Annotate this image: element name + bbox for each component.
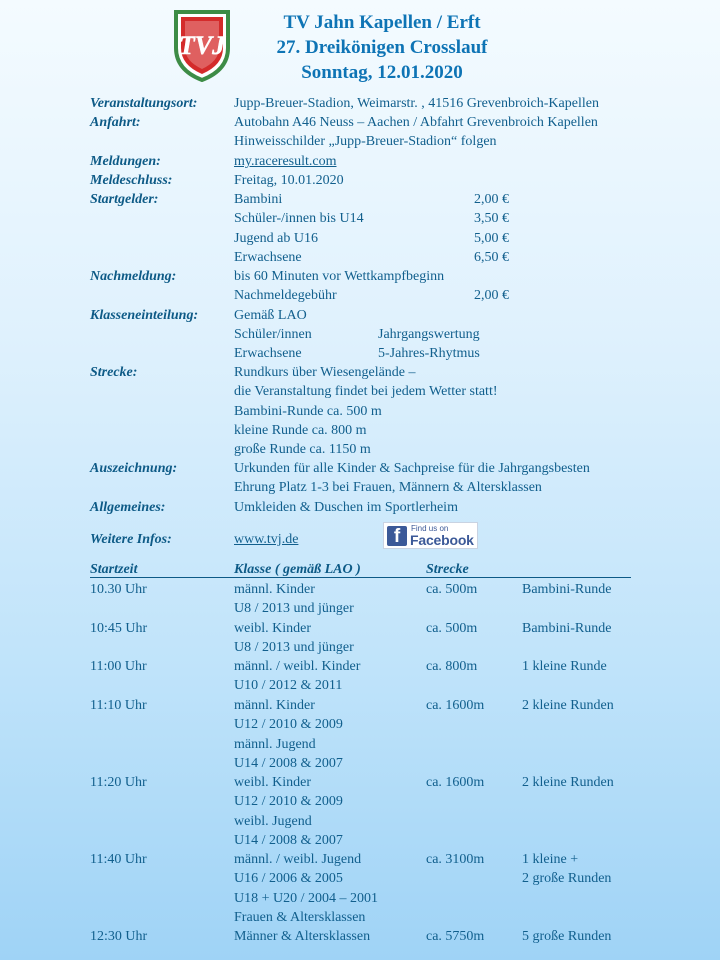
row-time: 11:40 Uhr xyxy=(90,852,147,867)
classes-row-mode: 5-Jahres-Rhytmus xyxy=(378,346,480,361)
row-class-line: U18 + U20 / 2004 – 2001 xyxy=(234,890,379,906)
row-class-line: weibl. Jugend xyxy=(234,813,312,829)
row-class-line: weibl. Kinder xyxy=(234,621,311,636)
row-time: 11:00 Uhr xyxy=(90,659,147,674)
row-distance: ca. 1600m xyxy=(426,698,485,713)
classes-row-name: Schüler/innen xyxy=(234,327,312,342)
row-class-line: männl. / weibl. Jugend xyxy=(234,852,362,867)
general-value: Umkleiden & Duschen im Sportlerheim xyxy=(234,500,458,515)
row-distance: ca. 500m xyxy=(426,621,478,636)
row-route: 2 kleine Runden xyxy=(522,775,614,790)
row-class xyxy=(234,696,343,773)
row-route: Bambini-Runde xyxy=(522,582,612,597)
row-route: 2 kleine Runden xyxy=(522,698,614,713)
more-info-label: Weitere Infos: xyxy=(90,532,172,547)
row-distance: ca. 800m xyxy=(426,659,478,674)
row-class-line: U12 / 2010 & 2009 xyxy=(234,794,343,810)
event-header xyxy=(232,10,532,85)
row-route: 1 kleine Runde xyxy=(522,659,607,674)
row-class xyxy=(234,580,354,619)
row-class-line: U8 / 2013 und jünger xyxy=(234,601,354,617)
fee-name: Erwachsene xyxy=(234,250,302,265)
row-class xyxy=(234,850,378,927)
row-time: 10:45 Uhr xyxy=(90,621,148,636)
registration-label: Meldungen: xyxy=(90,154,161,169)
row-route xyxy=(522,850,611,889)
row-class-line: U12 / 2010 & 2009 xyxy=(234,717,343,733)
row-route-line: 2 große Runden xyxy=(522,871,612,887)
classes-row-mode: Jahrgangswertung xyxy=(378,327,480,342)
row-class-line: U10 / 2012 & 2011 xyxy=(234,678,343,694)
registration-link[interactable]: my.raceresult.com xyxy=(234,154,337,169)
facebook-caption: Find us on xyxy=(411,524,449,533)
late-fee-price: 2,00 € xyxy=(474,288,509,303)
facebook-icon: f xyxy=(387,526,407,546)
row-distance: ca. 1600m xyxy=(426,775,485,790)
fee-name: Jugend ab U16 xyxy=(234,231,318,246)
schedule-header-rule xyxy=(90,577,631,578)
row-class xyxy=(234,657,360,696)
course-line: kleine Runde ca. 800 m xyxy=(234,423,367,438)
schedule-header-time: Startzeit xyxy=(90,562,138,577)
row-class-line: männl. / weibl. Kinder xyxy=(234,659,361,674)
fee-price: 6,50 € xyxy=(474,250,509,265)
row-time: 12:30 Uhr xyxy=(90,929,148,944)
venue-label: Veranstaltungsort: xyxy=(90,96,198,111)
course-line: Bambini-Runde ca. 500 m xyxy=(234,404,382,419)
row-class-line: weibl. Kinder xyxy=(234,775,311,790)
row-route: 5 große Runden xyxy=(522,929,612,944)
event-title: 27. Dreikönigen Crosslauf xyxy=(276,37,488,58)
club-name: TV Jahn Kapellen / Erft xyxy=(283,12,481,33)
general-label: Allgemeines: xyxy=(90,500,166,515)
row-distance: ca. 500m xyxy=(426,582,478,597)
venue-value: Jupp-Breuer-Stadion, Weimarstr. , 41516 Grevenbroich-Kapellen xyxy=(234,96,599,111)
course-label: Strecke: xyxy=(90,365,138,380)
fee-price: 3,50 € xyxy=(474,211,509,226)
row-time: 10.30 Uhr xyxy=(90,582,147,597)
directions-line-2: Hinweisschilder „Jupp-Breuer-Stadion“ folgen xyxy=(234,134,497,149)
late-label: Nachmeldung: xyxy=(90,269,177,284)
course-line: Rundkurs über Wiesengelände – xyxy=(234,365,416,380)
row-class-line: männl. Kinder xyxy=(234,582,315,597)
row-class-line: männl. Jugend xyxy=(234,736,316,752)
fee-price: 2,00 € xyxy=(474,192,509,207)
classes-line-1: Gemäß LAO xyxy=(234,308,307,323)
deadline-value: Freitag, 10.01.2020 xyxy=(234,173,344,188)
logo-text: TVJ xyxy=(178,31,226,60)
row-class xyxy=(234,773,343,850)
row-class-line: U8 / 2013 und jünger xyxy=(234,640,354,656)
awards-line-2: Ehrung Platz 1-3 bei Frauen, Männern & Altersklassen xyxy=(234,480,542,495)
row-class-line: U16 / 2006 & 2005 xyxy=(234,871,343,887)
late-fee-name: Nachmeldegebühr xyxy=(234,288,337,303)
course-line: große Runde ca. 1150 m xyxy=(234,442,371,457)
facebook-badge[interactable] xyxy=(383,522,478,549)
directions-label: Anfahrt: xyxy=(90,115,141,130)
row-class-line: männl. Kinder xyxy=(234,698,315,713)
row-class-line: Frauen & Altersklassen xyxy=(234,909,366,925)
row-time: 11:10 Uhr xyxy=(90,698,147,713)
awards-line-1: Urkunden für alle Kinder & Sachpreise für die Jahrgangsbesten xyxy=(234,461,590,476)
row-class-line: Männer & Altersklassen xyxy=(234,929,371,944)
row-route: Bambini-Runde xyxy=(522,621,612,636)
row-distance: ca. 5750m xyxy=(426,929,485,944)
row-distance: ca. 3100m xyxy=(426,852,485,867)
directions-line-1: Autobahn A46 Neuss – Aachen / Abfahrt Grevenbroich Kapellen xyxy=(234,115,598,130)
fees-label: Startgelder: xyxy=(90,192,159,207)
classes-row-name: Erwachsene xyxy=(234,346,302,361)
late-line-1: bis 60 Minuten vor Wettkampfbeginn xyxy=(234,269,445,284)
row-time: 11:20 Uhr xyxy=(90,775,147,790)
deadline-label: Meldeschluss: xyxy=(90,173,173,188)
event-date: Sonntag, 12.01.2020 xyxy=(301,62,463,83)
row-route-line: 1 kleine + xyxy=(522,852,579,867)
club-logo xyxy=(172,8,232,82)
schedule-header-distance: Strecke xyxy=(426,562,469,577)
facebook-wordmark: Facebook xyxy=(410,532,474,548)
awards-label: Auszeichnung: xyxy=(90,461,178,476)
schedule-header-class: Klasse ( gemäß LAO ) xyxy=(234,562,361,577)
row-class-line: U14 / 2008 & 2007 xyxy=(234,755,343,771)
row-class-line: U14 / 2008 & 2007 xyxy=(234,832,343,848)
website-link[interactable]: www.tvj.de xyxy=(234,532,299,547)
classes-label: Klasseneinteilung: xyxy=(90,308,199,323)
fee-name: Bambini xyxy=(234,192,283,207)
fee-name: Schüler-/innen bis U14 xyxy=(234,211,364,226)
row-class xyxy=(234,927,370,946)
row-class xyxy=(234,619,354,658)
course-line: die Veranstaltung findet bei jedem Wetter statt! xyxy=(234,384,498,399)
fee-price: 5,00 € xyxy=(474,231,509,246)
